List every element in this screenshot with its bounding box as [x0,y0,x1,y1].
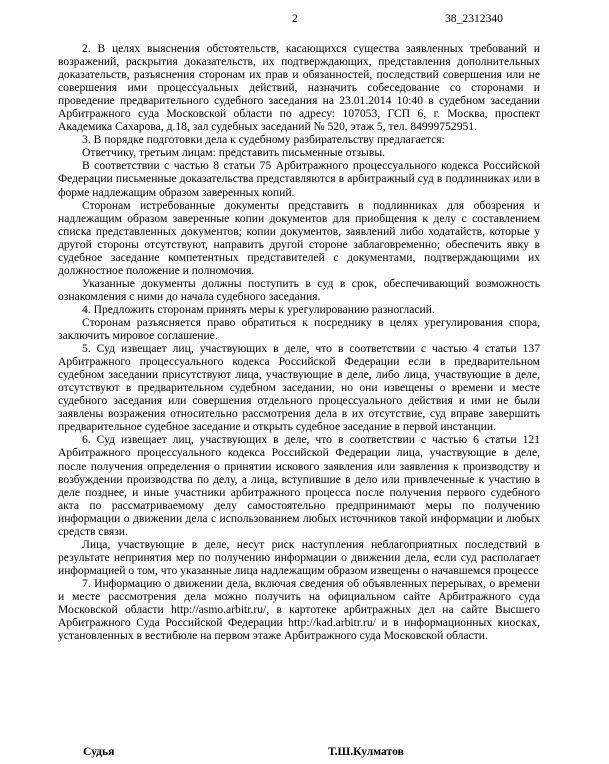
case-number: 38_2312340 [445,12,503,25]
document-body [58,42,540,642]
signature-name: Т.Ш.Кулматов [328,745,404,758]
paragraph: 3. В порядке подготовки дела к судебному разбирательству предлагается: [82,133,445,147]
paragraph: 7. Информацию о движении дела, включая сведения об объявленных перерывах, о времени и месте рассмотрения дела можно получить на официальном сайте Арбитражного суда Московской области http://asmo.arbitr.ru/, в картотеке арбитражных дел на сайте Высшего Арбитражного Суда Российской Федерации http://kad.arbitr.ru/ и в информационных киосках, установленных в вестибюле на первом этаже Арбитражного суда Московской области. [58,576,540,643]
signature-role: Судья [83,745,115,758]
paragraph: Указанные документы должны поступить в суд в срок, обеспечивающий возможность ознакомления с ними до начала судебного заседания. [58,276,540,303]
paragraph: 6. Суд извещает лиц, участвующих в деле, что в соответствии с частью 6 статьи 121 Арбитражного процессуального кодекса Российской Федерации лица, участвующие в деле, после получения определения о принятии искового заявления или заявления к производству и возбуждении производства по делу, а лица, вступившие в дело или привлеченные к участию в деле позднее, и иные участники арбитражного процесса после получения первого судебного акта по рассматриваемому делу самостоятельно предпринимают меры по получению информации о движении дела с использованием любых источников такой информации и любых средств связи. [58,433,540,538]
paragraph: Ответчику, третьим лицам: представить письменные отзывы. [82,146,386,160]
paragraph: Лица, участвующие в деле, несут риск наступления неблагоприятных последствий в результате непринятия мер по получению информации о движении дела, если суд располагает информацией о том, что указанные лица надлежащим образом извещены о начавшемся процессе [58,537,540,577]
paragraph: 4. Предложить сторонам принять меры к урегулированию разногласий. [82,302,435,316]
paragraph: 5. Суд извещает лиц, участвующих в деле, что в соответствии с частью 4 статьи 137 Арбитражного процессуального кодекса Российской Федерации если в предварительном судебном заседании присутствуют лица, участвующие в деле, либо лица, участвующие в деле, отсутствуют в предварительном судебном заседании, но они извещены о времени и месте судебного заседания или совершения отдельного процессуального действия и ими не были заявлены возражения относительно рассмотрения дела в их отсутствие, суд вправе завершить предварительное судебное заседание и открыть судебное заседание в первой инстанции. [58,342,540,434]
page-number: 2 [292,12,298,25]
paragraph: Сторонам истребованные документы представить в подлинниках для обозрения и надлежащим образом заверенные копии документов для приобщения к делу с составлением списка представленных документов; копии документов, заявлений либо ходатайств, которые у другой стороны отсутствуют, направить другой стороне заблаговременно; обеспечить явку в судебное заседание компетентных представителей с документами, подтверждающими их должностное положение и полномочия. [58,198,540,277]
paragraph: Сторонам разъясняется право обратиться к посреднику в целях урегулирования спора, заключить мировое соглашение. [58,315,540,343]
paragraph: В соответствии с частью 8 статьи 75 Арбитражного процессуального кодекса Российской Федерации письменные доказательства представляются в арбитражный суд в подлинниках или в форме надлежащим образом заверенных копий. [58,159,540,199]
paragraph: 2. В целях выяснения обстоятельств, касающихся существа заявленных требований и возражений, раскрытия доказательств, их подтверждающих, представления дополнительных доказательств, разъяснения сторонам их прав и обязанностей, последствий совершения или не совершения ими процессуальных действий, назначить собеседование со сторонами и проведение предварительного судебного заседания на 23.01.2014 10:40 в судебном заседании Арбитражного суда Московской области по адресу: 107053, ГСП 6, г. Москва, проспект Академика Сахарова, д.18, зал судебных заседаний № 520, этаж 5, тел. 84999752951. [58,42,540,134]
